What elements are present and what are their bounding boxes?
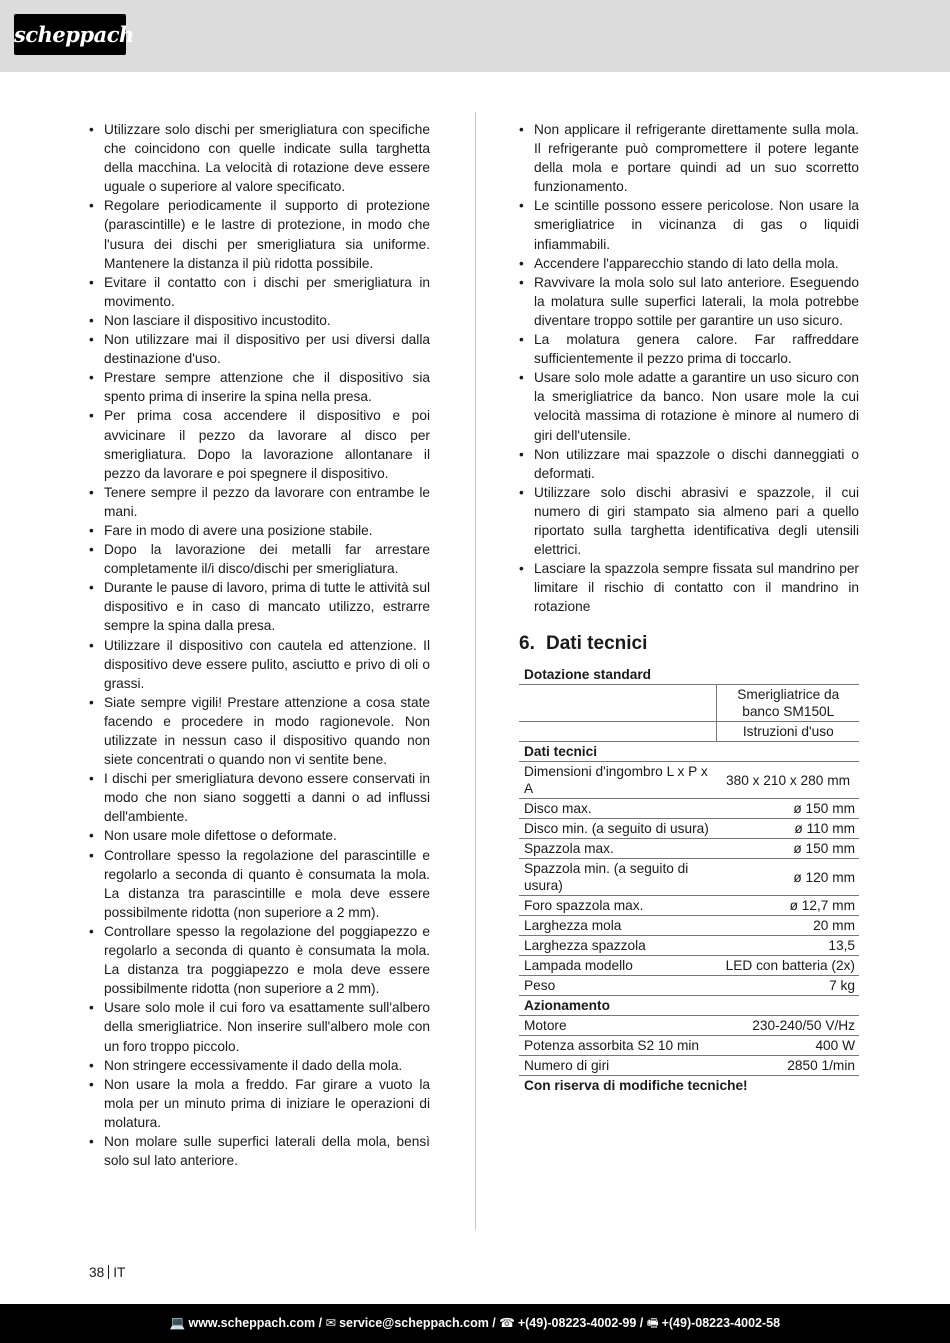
email-icon: ✉ — [325, 1316, 337, 1330]
spec-value: LED con batteria (2x) — [716, 956, 859, 976]
table-row — [519, 1056, 859, 1076]
empty-cell — [519, 722, 716, 742]
footer-email-link[interactable]: service@scheppach.com / — [339, 1316, 496, 1330]
list-item: • Non stringere eccessivamente il dado della mola. — [89, 1056, 430, 1075]
table-row — [519, 839, 859, 859]
spec-value: 7 kg — [716, 976, 859, 996]
table-row — [519, 819, 859, 839]
drive-heading-label: Azionamento — [519, 996, 859, 1016]
empty-cell — [519, 685, 716, 722]
list-item: • Le scintille possono essere pericolose. Non usare la smerigliatrice in vicinanza di gas o liquidi infiammabili. — [519, 196, 859, 253]
list-item: • Accendere l'apparecchio stando di lato della mola. — [519, 254, 859, 273]
technical-data-heading-label: Dati tecnici — [519, 742, 859, 762]
list-item: • Utilizzare solo dischi abrasivi e spazzole, il cui numero di giri stampato sia almeno pari a quello riportato sulla targhetta identificativa degli utensili elettrici. — [519, 483, 859, 559]
list-item: • Lasciare la spazzola sempre fissata sul mandrino per limitare il rischio di contatto con il mandrino in rotazione — [519, 559, 859, 616]
standard-equipment-heading-label: Dotazione standard — [519, 665, 859, 685]
list-item: • Utilizzare il dispositivo con cautela ed attenzione. Il dispositivo deve essere pulito, asciutto e privo di oli o grassi. — [89, 636, 430, 693]
spec-value: ø 150 mm — [716, 799, 859, 819]
spec-label: Foro spazzola max. — [519, 896, 716, 916]
spec-label: Disco max. — [519, 799, 716, 819]
list-item: • Utilizzare solo dischi per smerigliatura con specifiche che coincidono con quelle indicate sulla targhetta della macchina. La velocità di rotazione deve essere uguale o superiore al valore specificato. — [89, 120, 430, 196]
spec-label: Disco min. (a seguito di usura) — [519, 819, 716, 839]
list-item: • Per prima cosa accendere il dispositivo e poi avvicinare il pezzo da lavorare al disco per smerigliatura. Dopo la lavorazione allontanare il pezzo da lavorare e poi spegnere il dispositivo. — [89, 406, 430, 482]
list-item: • Fare in modo di avere una posizione stabile. — [89, 521, 430, 540]
list-item: • Non utilizzare mai il dispositivo per usi diversi dalla destinazione d'uso. — [89, 330, 430, 368]
list-item: • La molatura genera calore. Far raffreddare sufficientemente il pezzo prima di toccarlo. — [519, 330, 859, 368]
table-row — [519, 956, 859, 976]
computer-icon: 💻 — [169, 1316, 186, 1330]
table-note-row — [519, 1076, 859, 1096]
list-item: • Non usare mole difettose o deformate. — [89, 826, 430, 845]
fax-icon: 🖷 — [646, 1316, 659, 1330]
spec-label: Spazzola min. (a seguito di usura) — [519, 859, 716, 896]
list-item: • Controllare spesso la regolazione del parascintille e regolarlo a seconda di quanto è consumata la mola. La distanza tra parascintille e mola deve essere possibilmente ridotta (non superiore a 2 mm). — [89, 846, 430, 922]
footer-phone: +(49)-08223-4002-99 / — [517, 1316, 644, 1330]
standard-item: Smerigliatrice da banco SM150L — [716, 685, 859, 722]
page-language: IT — [113, 1265, 126, 1280]
spec-label: Numero di giri — [519, 1056, 716, 1076]
safety-list-left — [89, 120, 430, 1170]
list-item: • Non molare sulle superfici laterali della mola, bensì solo sul lato anteriore. — [89, 1132, 430, 1170]
footer-fax: +(49)-08223-4002-58 — [661, 1316, 781, 1330]
list-item: • Usare solo mole il cui foro va esattamente sull'albero della smerigliatrice. Non inserire sull'albero mole con un foro troppo piccolo. — [89, 998, 430, 1055]
phone-icon: ☎ — [499, 1316, 515, 1330]
list-item: • I dischi per smerigliatura devono essere conservati in modo che non siano soggetti a danni o ad influssi dell'ambiente. — [89, 769, 430, 826]
spec-label: Potenza assorbita S2 10 min — [519, 1036, 716, 1056]
list-item: • Usare solo mole adatte a garantire un uso sicuro con la smerigliatrice da banco. Non usare mole la cui velocità massima di rotazione è minore al numero di giri dell'utensile. — [519, 368, 859, 444]
spec-value: ø 150 mm — [716, 839, 859, 859]
table-row — [519, 859, 859, 896]
footer-bar — [0, 1304, 950, 1343]
table-row — [519, 976, 859, 996]
table-row — [519, 936, 859, 956]
list-item: • Non usare la mola a freddo. Far girare a vuoto la mola per un minuto prima di iniziare le operazioni di molatura. — [89, 1075, 430, 1132]
spec-label: Larghezza mola — [519, 916, 716, 936]
spec-label: Lampada modello — [519, 956, 716, 976]
spec-table — [519, 665, 859, 1095]
table-row — [519, 722, 859, 742]
footer-web-link[interactable]: www.scheppach.com / — [188, 1316, 323, 1330]
drive-heading — [519, 996, 859, 1016]
spec-value: 13,5 — [716, 936, 859, 956]
list-item: • Controllare spesso la regolazione del poggiapezzo e regolarlo a seconda di quanto è consumata la mola. La distanza tra poggiapezzo e mola deve essere possibilmente ridotta (non superiore a 2 mm). — [89, 922, 430, 998]
table-row — [519, 799, 859, 819]
spec-label: Spazzola max. — [519, 839, 716, 859]
list-item: • Durante le pause di lavoro, prima di tutte le attività sul dispositivo e in caso di mancato utilizzo, estrarre sempre la spina dalla presa. — [89, 578, 430, 635]
spec-label: Dimensioni d'ingombro L x P x A — [519, 762, 716, 799]
list-item: • Prestare sempre attenzione che il dispositivo sia spento prima di inserire la spina nella presa. — [89, 368, 430, 406]
standard-equipment-heading — [519, 665, 859, 685]
spec-label: Motore — [519, 1016, 716, 1036]
table-row — [519, 762, 859, 799]
list-item: • Evitare il contatto con i dischi per smerigliatura in movimento. — [89, 273, 430, 311]
spec-value: 230-240/50 V/Hz — [716, 1016, 859, 1036]
table-row — [519, 685, 859, 722]
list-item: • Non utilizzare mai spazzole o dischi danneggiati o deformati. — [519, 445, 859, 483]
spec-value: 380 x 210 x 280 mm — [716, 762, 859, 799]
spec-value: ø 120 mm — [716, 859, 859, 896]
list-item: • Regolare periodicamente il supporto di protezione (parascintille) e le lastre di protezione, in modo che l'usura dei dischi per smerigliatura sia uniforme. Mantenere la distanza il più ridotta possibile. — [89, 196, 430, 272]
list-item: • Non applicare il refrigerante direttamente sulla mola. Il refrigerante può compromettere il potere legante della mola e portare quindi ad un suo scorretto funzionamento. — [519, 120, 859, 196]
spec-value: ø 110 mm — [716, 819, 859, 839]
technical-data-heading — [519, 742, 859, 762]
table-row — [519, 1036, 859, 1056]
safety-list-right — [519, 120, 859, 616]
section-number: 6. — [519, 633, 535, 655]
section-heading — [519, 632, 859, 656]
table-row — [519, 1016, 859, 1036]
page-number — [89, 1265, 125, 1280]
table-note: Con riserva di modifiche tecniche! — [524, 1078, 748, 1094]
spec-value: 2850 1/min — [716, 1056, 859, 1076]
spec-value: ø 12,7 mm — [716, 896, 859, 916]
spec-label: Peso — [519, 976, 716, 996]
list-item: • Siate sempre vigili! Prestare attenzione a cosa state facendo e procedere in modo ragionevole. Non utilizzate in nessun caso il dispositivo quando non siete concentrati o quando non vi sentite bene. — [89, 693, 430, 769]
header-band — [0, 0, 950, 72]
table-row — [519, 896, 859, 916]
list-item: • Ravvivare la mola solo sul lato anteriore. Eseguendo la molatura sulle superfici laterali, la mola potrebbe diventare troppo sottile per garantire un uso sicuro. — [519, 273, 859, 330]
column-divider — [475, 112, 476, 1230]
spec-label: Larghezza spazzola — [519, 936, 716, 956]
standard-item: Istruzioni d'uso — [716, 722, 859, 742]
scheppach-logo: scheppach — [14, 14, 126, 55]
table-row — [519, 916, 859, 936]
page-number-value: 38 — [89, 1265, 105, 1280]
list-item: • Non lasciare il dispositivo incustodito. — [89, 311, 430, 330]
spec-value: 20 mm — [716, 916, 859, 936]
list-item: • Dopo la lavorazione dei metalli far arrestare completamente il/i disco/dischi per smerigliatura. — [89, 540, 430, 578]
section-title: Dati tecnici — [546, 633, 648, 655]
left-column — [89, 120, 430, 1170]
right-column — [519, 120, 859, 1095]
list-item: • Tenere sempre il pezzo da lavorare con entrambe le mani. — [89, 483, 430, 521]
page-number-separator — [108, 1265, 109, 1279]
spec-value: 400 W — [716, 1036, 859, 1056]
